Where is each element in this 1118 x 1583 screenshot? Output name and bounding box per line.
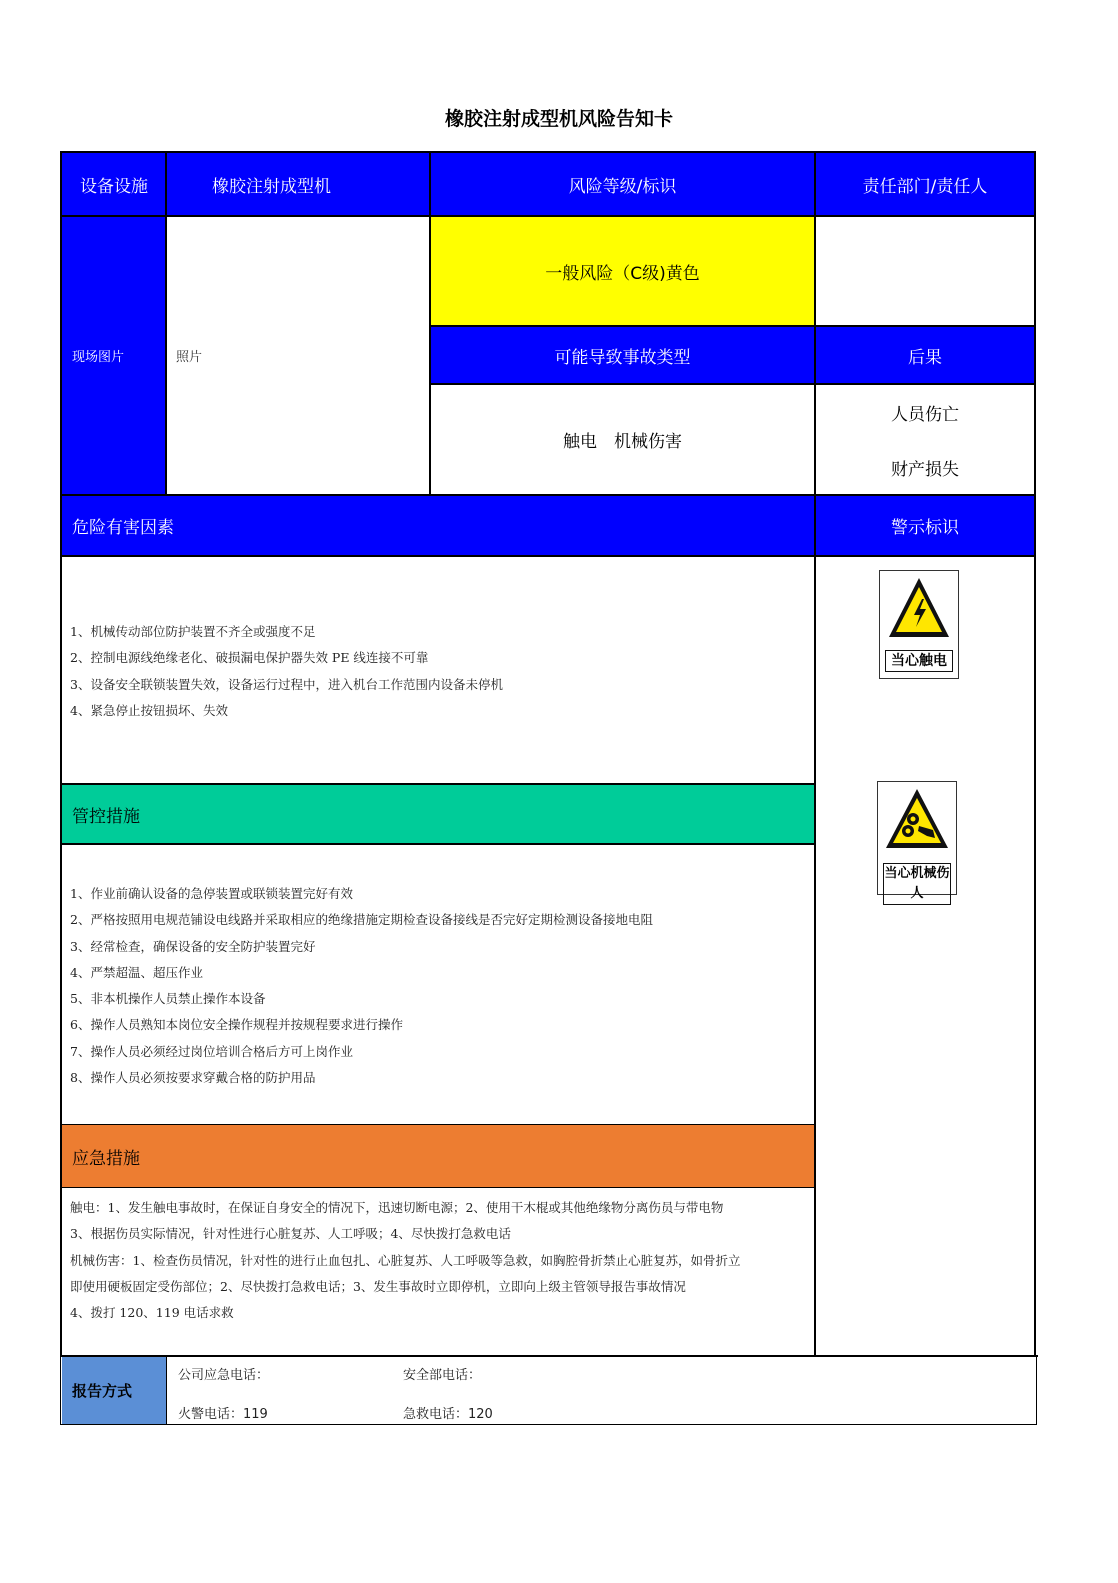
warning-sign-caption: 当心机械伤人 [883, 863, 951, 905]
emergency-item: 即使用硬板固定受伤部位；2、尽快拨打急救电话；3、发生事故时立即停机，立即向上级主管领导报告事故情况 [70, 1278, 686, 1294]
border [429, 151, 431, 495]
border [429, 325, 1036, 327]
border [60, 215, 1036, 217]
safety-dept-phone: 安全部电话： [403, 1368, 482, 1383]
border [60, 1355, 61, 1425]
border [60, 494, 1036, 496]
emergency-item: 4、拨打 120、119 电话求救 [70, 1305, 234, 1321]
site-photo-placeholder: 照片 [176, 350, 203, 365]
mechanical-injury-warning-icon [883, 786, 951, 852]
ambulance-phone: 急救电话：120 [403, 1407, 493, 1422]
control-item: 7、操作人员必须经过岗位培训合格后方可上岗作业 [70, 1043, 353, 1059]
border [60, 555, 1036, 557]
risk-level-value: 一般风险（C级)黄色 [430, 216, 815, 326]
warning-sign-mechanical [877, 781, 957, 901]
control-item: 3、经常检查，确保设备的安全防护装置完好 [70, 938, 316, 954]
emergency-item: 3、根据伤员实际情况，针对性进行心脏复苏、人工呼吸；4、尽快拨打急救电话 [70, 1226, 511, 1242]
equipment-name: 橡胶注射成型机 [166, 153, 430, 216]
consequence-item: 财产损失 [891, 460, 959, 480]
control-item: 2、严格按照用电规范铺设电线路并采取相应的绝缘措施定期检查设备接线是否完好定期检测设备接地电阻 [70, 912, 653, 928]
hazards-label: 危险有害因素 [62, 495, 815, 555]
border [60, 1424, 1037, 1425]
border [814, 151, 816, 1357]
controls-label: 管控措施 [62, 785, 815, 844]
border [60, 783, 816, 785]
control-item: 6、操作人员熟知本岗位安全操作规程并按规程要求进行操作 [70, 1017, 403, 1033]
border [165, 151, 167, 495]
responsible-label: 责任部门/责任人 [815, 153, 1035, 216]
control-item: 1、作业前确认设备的急停装置或联锁装置完好有效 [70, 886, 353, 901]
fire-phone: 火警电话：119 [178, 1407, 268, 1422]
warning-sign-caption: 当心触电 [885, 650, 953, 672]
consequence-item: 人员伤亡 [891, 404, 959, 425]
control-item: 4、严禁超温、超压作业 [70, 964, 203, 980]
border [1034, 151, 1036, 1357]
controls-list [70, 881, 653, 1091]
control-item: 5、非本机操作人员禁止操作本设备 [70, 991, 266, 1007]
equipment-label: 设备设施 [62, 153, 166, 216]
control-item: 8、操作人员必须按要求穿戴合格的防护用品 [70, 1070, 316, 1086]
hazard-item: 4、紧急停止按钮损坏、失效 [70, 702, 228, 718]
emergency-item: 触电：1、发生触电事故时，在保证自身安全的情况下，迅速切断电源；2、使用干木棍或其他绝缘物分离伤员与带电物 [70, 1200, 724, 1215]
risk-level-label: 风险等级/标识 [430, 153, 815, 216]
border [60, 151, 1036, 153]
border [1036, 1355, 1037, 1425]
warning-signs-label: 警示标识 [815, 495, 1035, 555]
border [60, 151, 62, 1357]
company-emergency-phone: 公司应急电话： [178, 1368, 270, 1383]
report-label: 报告方式 [62, 1357, 166, 1424]
hazard-item: 3、设备安全联锁装置失效，设备运行过程中，进入机台工作范围内设备未停机 [70, 676, 503, 692]
border [429, 383, 1036, 385]
page-title: 橡胶注射成型机风险告知卡 [444, 108, 673, 130]
hazard-item: 1、机械传动部位防护装置不齐全或强度不足 [70, 624, 316, 639]
hazards-list [70, 619, 503, 724]
electric-shock-warning-icon [886, 575, 952, 641]
emergency-item: 机械伤害：1、检查伤员情况，针对性的进行止血包扎、心脏复苏、人工呼吸等急救，如胸腔骨折禁止心脏复苏，如骨折立 [70, 1252, 741, 1268]
emergency-label: 应急措施 [62, 1125, 815, 1187]
responsible-value [815, 216, 1035, 326]
border [60, 843, 816, 845]
border [60, 1187, 816, 1188]
hazard-item: 2、控制电源线绝缘老化、破损漏电保护器失效 PE 线连接不可靠 [70, 650, 429, 666]
warning-sign-electric [879, 570, 959, 679]
border [166, 1357, 167, 1424]
site-photo-label: 现场图片 [62, 216, 166, 495]
emergency-list [70, 1195, 740, 1326]
accident-types-label: 可能导致事故类型 [430, 326, 815, 384]
consequence-label: 后果 [815, 326, 1035, 384]
border [60, 1124, 816, 1125]
accident-types-value: 触电 机械伤害 [563, 432, 682, 452]
border [60, 1355, 1038, 1357]
